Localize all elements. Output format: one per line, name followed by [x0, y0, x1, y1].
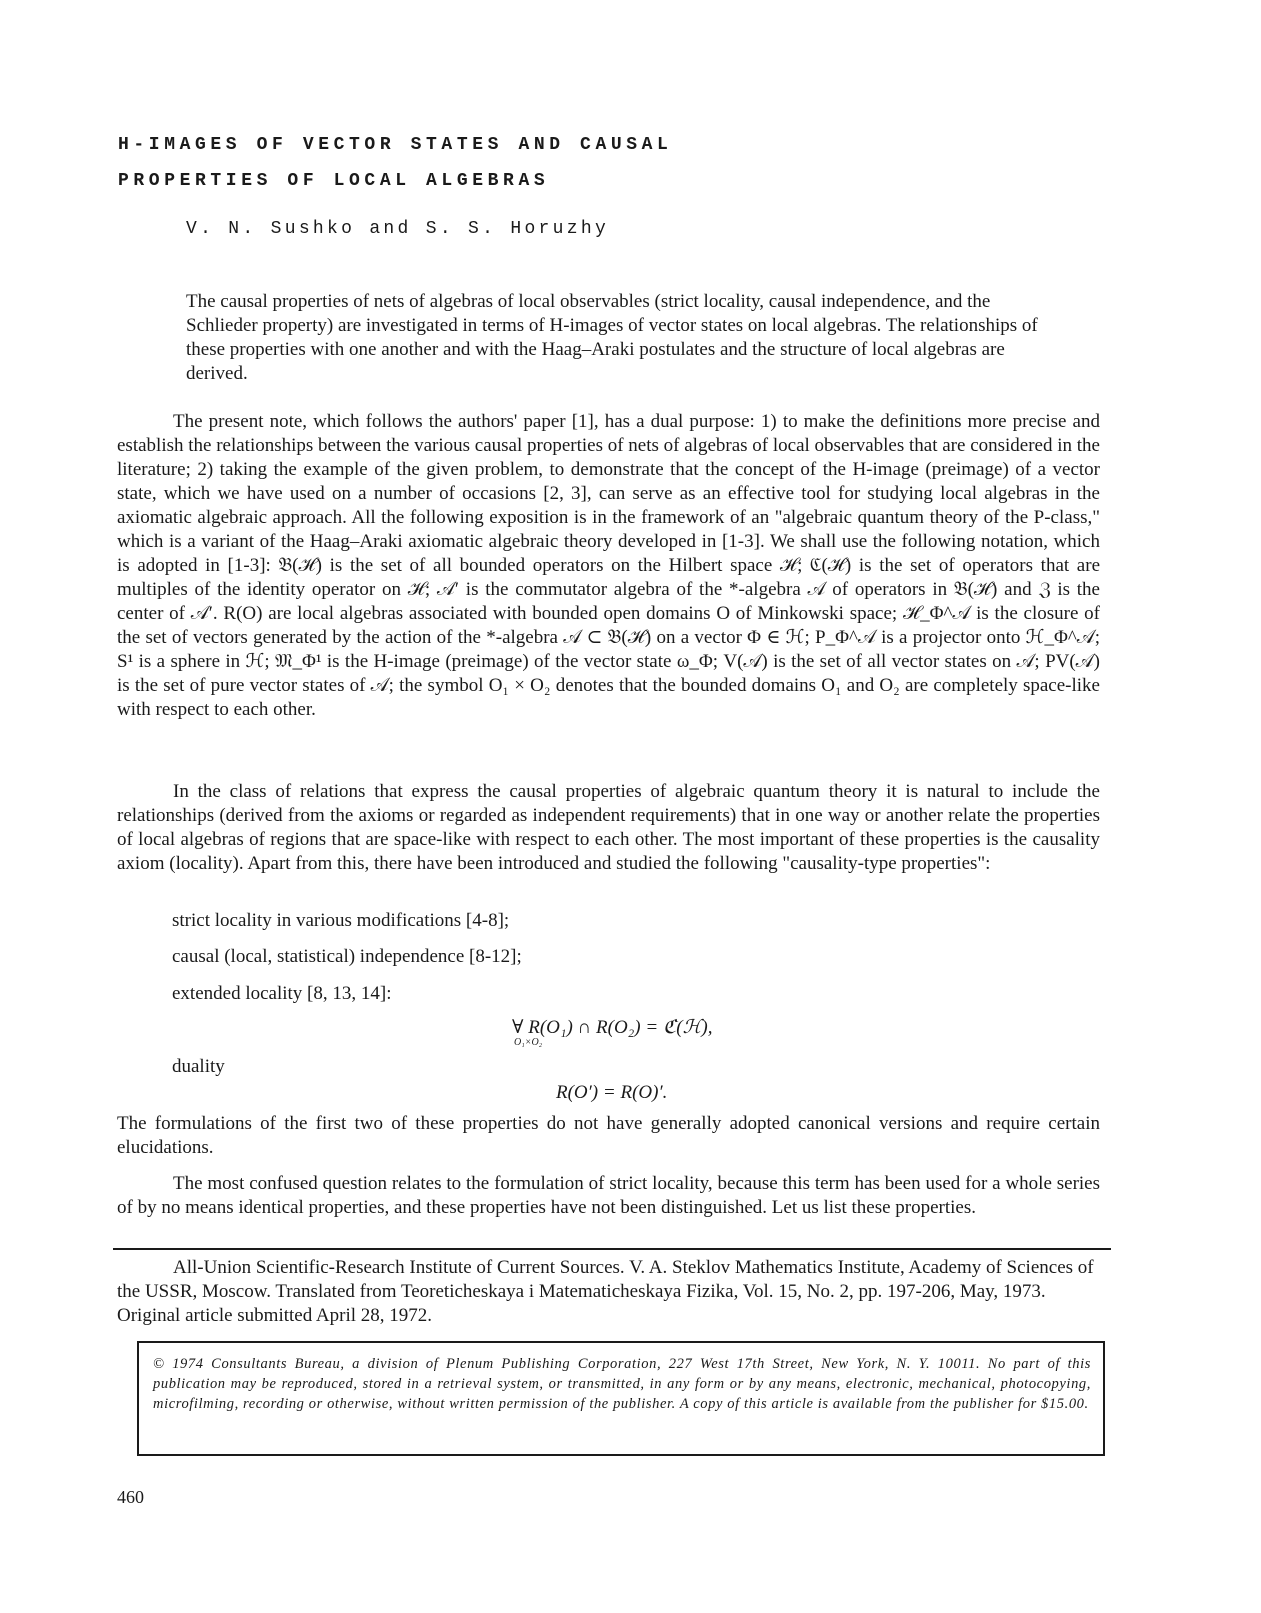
list-item-strict-locality: strict locality in various modifications [4-8];	[172, 910, 510, 931]
title-line-1: H-IMAGES OF VECTOR STATES AND CAUSAL	[118, 135, 673, 155]
formula-extended-locality: ∀ R(O₁) ∩ R(O₂) = ℭ(ℋ),	[512, 1017, 713, 1038]
page-number: 460	[117, 1487, 144, 1507]
list-item-duality: duality	[172, 1056, 225, 1077]
paragraph-intro: The present note, which follows the authors' paper [1], has a dual purpose: 1) to make the definitions more precise and establish the relationships between the various causal properties of nets of algebras of local observables that are considered in the literature; 2) taking the example of the given problem, to demonstrate that the concept of the H-image (preimage) of a vector state, which we have used on a number of occasions [2, 3], can serve as an effective tool for studying local algebras in the axiomatic algebraic approach. All the following exposition is in the framework of an "algebraic quantum theory of the P-class," which is a variant of the Haag–Araki axiomatic algebraic theory developed in [1-3]. We shall use the following notation, which is adopted in [1-3]: 𝔅(ℋ) is the set of all bounded operators on the Hilbert space ℋ; ℭ(ℋ) is the set of operators that are multiples of the identity operator on ℋ; 𝒜′ is the commutator algebra of the *-algebra 𝒜 of operators in 𝔅(ℋ) and ℨ is the center of 𝒜′. R(O) are local algebras associated with bounded open domains O of Minkowski space; ℋ_Φ^𝒜 is the closure of the set of vectors generated by the action of the *-algebra 𝒜 ⊂ 𝔅(ℋ) on a vector Φ ∈ ℋ; P_Φ^𝒜 is a projector onto ℋ_Φ^𝒜; S¹ is a sphere in ℋ; 𝔐_Φ¹ is the H-image (preimage) of the vector state ω_Φ; V(𝒜) is the set of all vector states on 𝒜; PV(𝒜) is the set of pure vector states of 𝒜; the symbol O₁ × O₂ denotes that the bounded domains O₁ and O₂ are completely space-like with respect to each other.	[117, 411, 1100, 720]
copyright-text: © 1974 Consultants Bureau, a division of Plenum Publishing Corporation, 227 West 17th Street, New York, N. Y. 10011. No part of this publication may be reproduced, stored in a retrieval system, or transmitted, in any form or by any means, electronic, mechanical, photocopying, microfilming, recording or otherwise, without written permission of the publisher. A copy of this article is available from the publisher for $15.00.	[153, 1356, 1091, 1412]
formula-duality: R(O′) = R(O)′.	[556, 1082, 668, 1103]
list-item-extended-locality: extended locality [8, 13, 14]:	[172, 983, 392, 1004]
formula-subscript: O₁×O₂	[514, 1037, 543, 1048]
list-item-causal-independence: causal (local, statistical) independence [8-12];	[172, 946, 522, 967]
paragraph-strict-locality: The most confused question relates to the formulation of strict locality, because this term has been used for a whole series of by no means identical properties, and these properties have not been distinguished. Let us list these properties.	[117, 1173, 1100, 1218]
title-line-2: PROPERTIES OF LOCAL ALGEBRAS	[118, 171, 550, 191]
authors: V. N. Sushko and S. S. Horuzhy	[186, 219, 610, 239]
footnote-divider	[113, 1248, 1111, 1250]
paragraph-causal-properties: In the class of relations that express the causal properties of algebraic quantum theory it is natural to include the relationships (derived from the axioms or regarded as independent requirements) that in one way or another relate the properties of local algebras of regions that are space-like with respect to each other. The most important of these properties is the causality axiom (locality). Apart from this, there have been introduced and studied the following "causality-type properties":	[117, 781, 1100, 874]
abstract: The causal properties of nets of algebras of local observables (strict locality, causal independence, and the Schlieder property) are investigated in terms of H-images of vector states on local algebras. The relationships of these properties with one another and with the Haag–Araki postulates and the structure of local algebras are derived.	[186, 291, 1038, 384]
paragraph-formulations: The formulations of the first two of these properties do not have generally adopted canonical versions and require certain elucidations.	[117, 1113, 1100, 1158]
copyright-box	[137, 1341, 1105, 1456]
affiliation-note: All-Union Scientific-Research Institute of Current Sources. V. A. Steklov Mathematics Institute, Academy of Sciences of the USSR, Moscow. Translated from Teoreticheskaya i Matematicheskaya Fizika, Vol. 15, No. 2, pp. 197-206, May, 1973. Original article submitted April 28, 1972.	[117, 1257, 1094, 1326]
